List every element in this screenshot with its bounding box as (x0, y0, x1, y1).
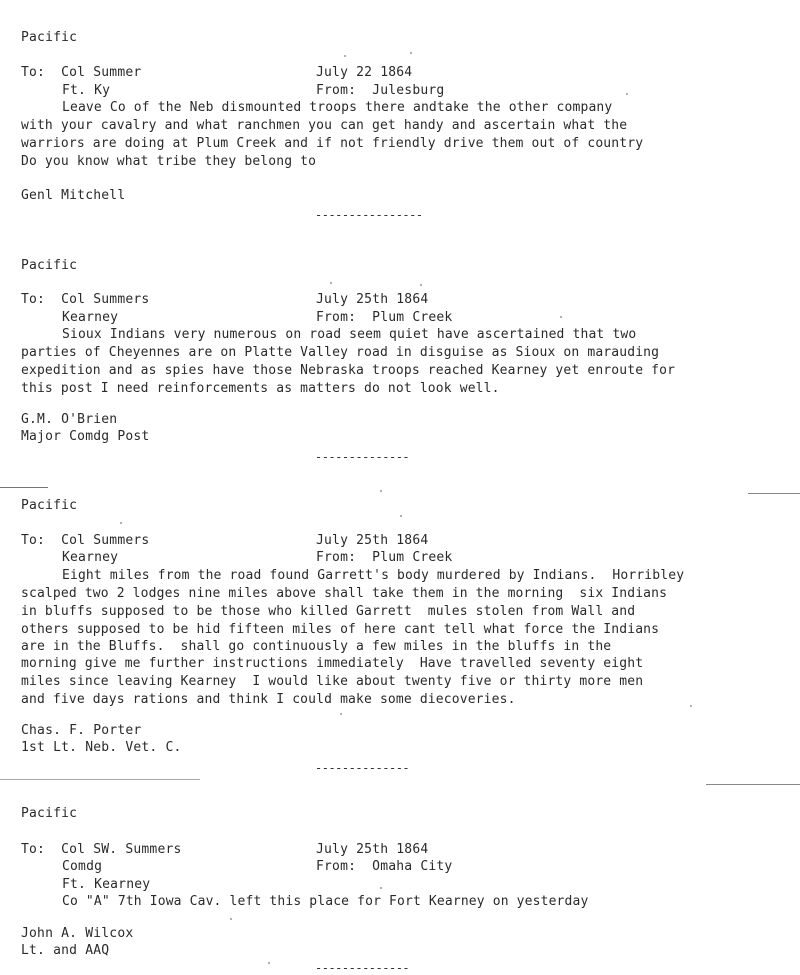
scan-speck (120, 522, 122, 524)
scan-edge-mark (0, 487, 48, 488)
scan-speck (380, 887, 382, 889)
message-separator: ---------------- (315, 208, 423, 222)
signature-title: 1st Lt. Neb. Vet. C. (21, 740, 182, 755)
message-body-line: this post I need reinforcements as matters do not look well. (21, 381, 500, 396)
message-date: July 25th 1864 (316, 533, 429, 548)
scan-speck (410, 52, 412, 54)
sender-location: From: Julesburg (316, 83, 445, 98)
scan-speck (380, 490, 382, 492)
message-body-line: Co "A" 7th Iowa Cav. left this place for Fort Kearney on yesterday (62, 894, 589, 909)
scan-speck (230, 918, 232, 920)
message-body-line: morning give me further instructions immediately Have travelled seventy eight (21, 656, 644, 671)
recipient-line: To: Col SW. Summers (21, 842, 182, 857)
scan-speck (626, 93, 628, 95)
recipient-line: To: Col Summer (21, 65, 142, 80)
message-heading: Pacific (21, 258, 78, 273)
scan-speck (268, 962, 270, 964)
recipient-location: Ft. Ky (62, 83, 111, 98)
signature-name: Genl Mitchell (21, 188, 126, 203)
recipient-location: Kearney (62, 550, 119, 565)
sender-location: From: Plum Creek (316, 550, 453, 565)
message-body-line: warriors are doing at Plum Creek and if not friendly drive them out of country (21, 136, 644, 151)
scan-edge-mark (706, 784, 800, 785)
message-body-line: expedition and as spies have those Nebraska troops reached Kearney yet enroute for (21, 363, 676, 378)
recipient-location: Kearney (62, 310, 119, 325)
scan-speck (560, 316, 562, 318)
message-body-line: miles since leaving Kearney I would like about twenty five or thirty more men (21, 674, 644, 689)
scan-edge-mark (0, 779, 200, 780)
message-heading: Pacific (21, 806, 78, 821)
signature-name: G.M. O'Brien (21, 412, 118, 427)
message-heading: Pacific (21, 498, 78, 513)
message-separator: -------------- (315, 961, 410, 975)
recipient-title: Comdg (62, 859, 103, 874)
message-body-line: are in the Bluffs. shall go continuously a few miles in the bluffs in the (21, 639, 612, 654)
scan-speck (330, 282, 332, 284)
message-heading: Pacific (21, 30, 78, 45)
scan-speck (400, 515, 402, 517)
message-body-line: and five days rations and think I could make some diecoveries. (21, 692, 516, 707)
signature-name: Chas. F. Porter (21, 723, 142, 738)
recipient-location: Ft. Kearney (62, 877, 151, 892)
recipient-line: To: Col Summers (21, 292, 150, 307)
signature-title: Major Comdg Post (21, 429, 150, 444)
scan-speck (690, 705, 692, 707)
message-body-line: with your cavalry and what ranchmen you can get handy and ascertain what the (21, 118, 628, 133)
message-separator: -------------- (315, 450, 410, 464)
sender-location: From: Omaha City (316, 859, 453, 874)
signature-name: John A. Wilcox (21, 926, 134, 941)
scan-speck (420, 284, 422, 286)
scan-speck (344, 55, 346, 57)
message-date: July 22 1864 (316, 65, 413, 80)
message-body-line: others supposed to be hid fifteen miles of here cant tell what force the Indians (21, 622, 660, 637)
message-body-line: in bluffs supposed to be those who killed Garrett mules stolen from Wall and (21, 604, 636, 619)
message-body-line: parties of Cheyennes are on Platte Valley road in disguise as Sioux on marauding (21, 345, 660, 360)
message-body-line: Sioux Indians very numerous on road seem quiet have ascertained that two (62, 327, 637, 342)
scan-edge-mark (748, 493, 800, 494)
message-date: July 25th 1864 (316, 842, 429, 857)
message-date: July 25th 1864 (316, 292, 429, 307)
sender-location: From: Plum Creek (316, 310, 453, 325)
message-body-line: Eight miles from the road found Garrett's body murdered by Indians. Horribley (62, 568, 685, 583)
message-body-line: scalped two 2 lodges nine miles above shall take them in the morning six Indians (21, 586, 668, 601)
recipient-line: To: Col Summers (21, 533, 150, 548)
message-separator: -------------- (315, 761, 410, 775)
signature-title: Lt. and AAQ (21, 943, 110, 958)
message-body-line: Do you know what tribe they belong to (21, 154, 317, 169)
message-body-line: Leave Co of the Neb dismounted troops there andtake the other company (62, 100, 613, 115)
scan-speck (340, 713, 342, 715)
